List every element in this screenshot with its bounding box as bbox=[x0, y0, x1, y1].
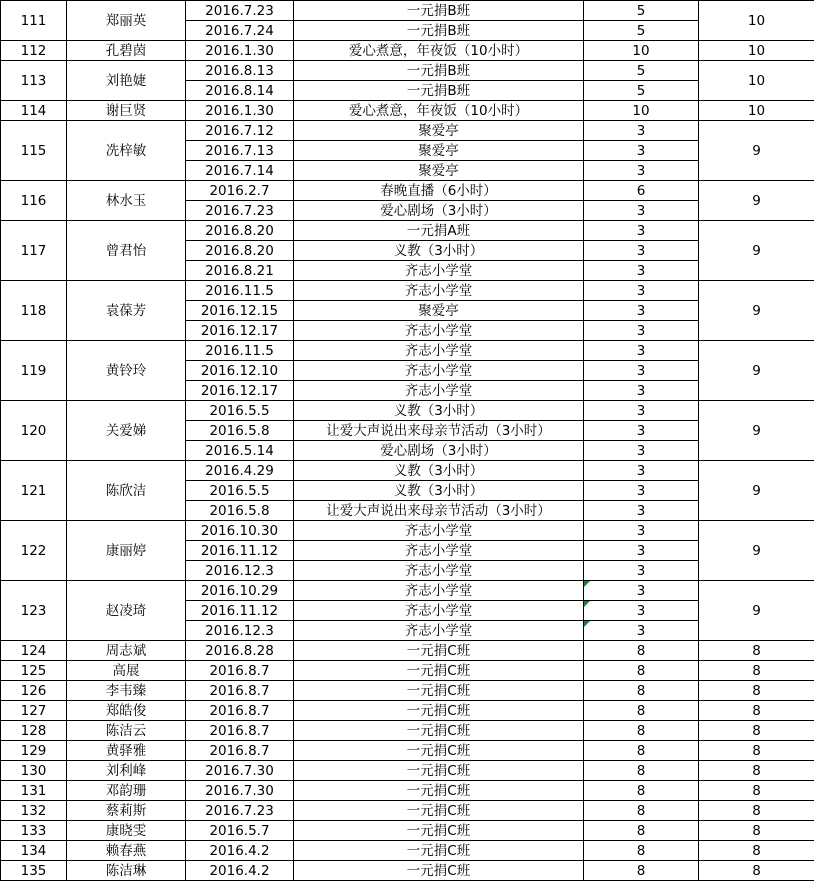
activity-hours-cell[interactable]: 3 bbox=[584, 441, 699, 461]
activity-hours-cell[interactable]: 8 bbox=[584, 761, 699, 781]
activity-date-cell[interactable]: 2016.8.14 bbox=[186, 81, 294, 101]
table-body bbox=[1, 1, 814, 881]
activity-name-cell[interactable]: 聚爱亭 bbox=[294, 141, 584, 161]
activity-date-cell[interactable]: 2016.4.2 bbox=[186, 861, 294, 881]
activity-date-cell[interactable]: 2016.7.23 bbox=[186, 1, 294, 21]
record-number-cell[interactable]: 127 bbox=[1, 701, 67, 721]
table-row bbox=[1, 61, 814, 81]
total-hours-cell[interactable]: 8 bbox=[699, 821, 814, 841]
volunteer-name-cell[interactable]: 曾君怡 bbox=[67, 221, 186, 281]
activity-hours-cell[interactable]: 3 bbox=[584, 541, 699, 561]
activity-hours-cell[interactable]: 3 bbox=[584, 161, 699, 181]
total-hours-cell[interactable]: 8 bbox=[699, 641, 814, 661]
activity-name-cell[interactable]: 一元捐C班 bbox=[294, 701, 584, 721]
activity-hours-cell[interactable]: 3 bbox=[584, 581, 699, 601]
record-number-cell[interactable]: 125 bbox=[1, 661, 67, 681]
table-row bbox=[1, 821, 814, 841]
activity-name-cell[interactable]: 齐志小学堂 bbox=[294, 521, 584, 541]
activity-hours-cell[interactable]: 5 bbox=[584, 1, 699, 21]
total-hours-cell[interactable]: 9 bbox=[699, 401, 814, 461]
activity-name-cell[interactable]: 一元捐C班 bbox=[294, 681, 584, 701]
activity-date-cell[interactable]: 2016.8.7 bbox=[186, 661, 294, 681]
activity-hours-cell[interactable]: 3 bbox=[584, 241, 699, 261]
activity-name-cell[interactable]: 让爱大声说出来母亲节活动（3小时） bbox=[294, 421, 584, 441]
activity-date-cell[interactable]: 2016.7.24 bbox=[186, 21, 294, 41]
record-number-cell[interactable]: 133 bbox=[1, 821, 67, 841]
activity-date-cell[interactable]: 2016.12.3 bbox=[186, 561, 294, 581]
record-number-cell[interactable]: 117 bbox=[1, 221, 67, 281]
activity-date-cell[interactable]: 2016.8.20 bbox=[186, 221, 294, 241]
activity-date-cell[interactable]: 2016.12.17 bbox=[186, 321, 294, 341]
total-hours-cell[interactable]: 8 bbox=[699, 701, 814, 721]
activity-hours-cell[interactable]: 8 bbox=[584, 701, 699, 721]
activity-hours-cell[interactable]: 3 bbox=[584, 561, 699, 581]
activity-hours-cell[interactable]: 3 bbox=[584, 341, 699, 361]
volunteer-name-cell[interactable]: 黄驿雅 bbox=[67, 741, 186, 761]
activity-date-cell[interactable]: 2016.8.21 bbox=[186, 261, 294, 281]
activity-name-cell[interactable]: 春晚直播（6小时） bbox=[294, 181, 584, 201]
activity-date-cell[interactable]: 2016.7.30 bbox=[186, 781, 294, 801]
record-number-cell[interactable]: 126 bbox=[1, 681, 67, 701]
table-row bbox=[1, 41, 814, 61]
activity-hours-cell[interactable]: 3 bbox=[584, 421, 699, 441]
activity-name-cell[interactable]: 一元捐C班 bbox=[294, 821, 584, 841]
activity-date-cell[interactable]: 2016.5.14 bbox=[186, 441, 294, 461]
volunteer-name-cell[interactable]: 康丽婷 bbox=[67, 521, 186, 581]
activity-date-cell[interactable]: 2016.12.3 bbox=[186, 621, 294, 641]
record-number-cell[interactable]: 115 bbox=[1, 121, 67, 181]
volunteer-name-cell[interactable]: 邓韵珊 bbox=[67, 781, 186, 801]
volunteer-name-cell[interactable]: 陈洁琳 bbox=[67, 861, 186, 881]
activity-hours-cell[interactable]: 8 bbox=[584, 641, 699, 661]
activity-date-cell[interactable]: 2016.8.13 bbox=[186, 61, 294, 81]
activity-hours-cell[interactable]: 3 bbox=[584, 621, 699, 641]
activity-date-cell[interactable]: 2016.1.30 bbox=[186, 41, 294, 61]
total-hours-cell[interactable]: 10 bbox=[699, 1, 814, 41]
record-number-cell[interactable]: 112 bbox=[1, 41, 67, 61]
activity-hours-cell[interactable]: 3 bbox=[584, 461, 699, 481]
activity-name-cell[interactable]: 聚爱亭 bbox=[294, 161, 584, 181]
activity-name-cell[interactable]: 一元捐C班 bbox=[294, 661, 584, 681]
total-hours-cell[interactable]: 10 bbox=[699, 101, 814, 121]
volunteer-name-cell[interactable]: 刘艳婕 bbox=[67, 61, 186, 101]
record-number-cell[interactable]: 135 bbox=[1, 861, 67, 881]
activity-name-cell[interactable]: 义教（3小时） bbox=[294, 461, 584, 481]
activity-name-cell[interactable]: 一元捐B班 bbox=[294, 21, 584, 41]
activity-hours-cell[interactable]: 8 bbox=[584, 821, 699, 841]
activity-hours-cell[interactable]: 5 bbox=[584, 21, 699, 41]
activity-date-cell[interactable]: 2016.7.30 bbox=[186, 761, 294, 781]
activity-name-cell[interactable]: 齐志小学堂 bbox=[294, 321, 584, 341]
record-number-cell[interactable]: 111 bbox=[1, 1, 67, 41]
activity-date-cell[interactable]: 2016.5.5 bbox=[186, 401, 294, 421]
volunteer-name-cell[interactable]: 郑皓俊 bbox=[67, 701, 186, 721]
activity-name-cell[interactable]: 聚爱亭 bbox=[294, 301, 584, 321]
activity-date-cell[interactable]: 2016.8.7 bbox=[186, 681, 294, 701]
total-hours-cell[interactable]: 8 bbox=[699, 801, 814, 821]
activity-name-cell[interactable]: 齐志小学堂 bbox=[294, 581, 584, 601]
table-row bbox=[1, 581, 814, 601]
table-row bbox=[1, 281, 814, 301]
total-hours-cell[interactable]: 8 bbox=[699, 741, 814, 761]
activity-name-cell[interactable]: 齐志小学堂 bbox=[294, 281, 584, 301]
volunteer-name-cell[interactable]: 谢巨贤 bbox=[67, 101, 186, 121]
activity-hours-cell[interactable]: 6 bbox=[584, 181, 699, 201]
activity-name-cell[interactable]: 义教（3小时） bbox=[294, 241, 584, 261]
activity-hours-cell[interactable]: 8 bbox=[584, 841, 699, 861]
activity-hours-cell[interactable]: 3 bbox=[584, 261, 699, 281]
total-hours-cell[interactable]: 8 bbox=[699, 721, 814, 741]
volunteer-name-cell[interactable]: 周志斌 bbox=[67, 641, 186, 661]
total-hours-cell[interactable]: 9 bbox=[699, 121, 814, 181]
table-row bbox=[1, 841, 814, 861]
activity-name-cell[interactable]: 一元捐C班 bbox=[294, 801, 584, 821]
record-number-cell[interactable]: 118 bbox=[1, 281, 67, 341]
volunteer-name-cell[interactable]: 康晓雯 bbox=[67, 821, 186, 841]
activity-date-cell[interactable]: 2016.10.29 bbox=[186, 581, 294, 601]
activity-hours-cell[interactable]: 3 bbox=[584, 521, 699, 541]
activity-hours-cell[interactable]: 3 bbox=[584, 481, 699, 501]
total-hours-cell[interactable]: 8 bbox=[699, 781, 814, 801]
record-number-cell[interactable]: 132 bbox=[1, 801, 67, 821]
activity-name-cell[interactable]: 义教（3小时） bbox=[294, 401, 584, 421]
table-row bbox=[1, 701, 814, 721]
volunteer-name-cell[interactable]: 刘利峰 bbox=[67, 761, 186, 781]
table-row bbox=[1, 861, 814, 881]
record-number-cell[interactable]: 116 bbox=[1, 181, 67, 221]
activity-name-cell[interactable]: 一元捐C班 bbox=[294, 761, 584, 781]
activity-hours-cell[interactable]: 8 bbox=[584, 861, 699, 881]
table-row bbox=[1, 101, 814, 121]
activity-date-cell[interactable]: 2016.5.5 bbox=[186, 481, 294, 501]
activity-name-cell[interactable]: 爱心煮意，年夜饭（10小时） bbox=[294, 101, 584, 121]
volunteer-name-cell[interactable]: 李韦臻 bbox=[67, 681, 186, 701]
activity-date-cell[interactable]: 2016.11.5 bbox=[186, 341, 294, 361]
activity-date-cell[interactable]: 2016.5.8 bbox=[186, 501, 294, 521]
activity-date-cell[interactable]: 2016.7.14 bbox=[186, 161, 294, 181]
total-hours-cell[interactable]: 9 bbox=[699, 581, 814, 641]
activity-name-cell[interactable]: 义教（3小时） bbox=[294, 481, 584, 501]
total-hours-cell[interactable]: 8 bbox=[699, 841, 814, 861]
activity-hours-cell[interactable]: 3 bbox=[584, 121, 699, 141]
activity-name-cell[interactable]: 齐志小学堂 bbox=[294, 621, 584, 641]
activity-hours-cell[interactable]: 3 bbox=[584, 601, 699, 621]
activity-date-cell[interactable]: 2016.5.8 bbox=[186, 421, 294, 441]
record-number-cell[interactable]: 134 bbox=[1, 841, 67, 861]
table-row bbox=[1, 221, 814, 241]
activity-name-cell[interactable]: 一元捐C班 bbox=[294, 841, 584, 861]
total-hours-cell[interactable]: 8 bbox=[699, 681, 814, 701]
record-number-cell[interactable]: 128 bbox=[1, 721, 67, 741]
table-row bbox=[1, 681, 814, 701]
activity-name-cell[interactable]: 让爱大声说出来母亲节活动（3小时） bbox=[294, 501, 584, 521]
total-hours-cell[interactable]: 9 bbox=[699, 341, 814, 401]
activity-date-cell[interactable]: 2016.8.7 bbox=[186, 741, 294, 761]
volunteer-name-cell[interactable]: 高展 bbox=[67, 661, 186, 681]
activity-name-cell[interactable]: 一元捐B班 bbox=[294, 81, 584, 101]
activity-hours-cell[interactable]: 10 bbox=[584, 41, 699, 61]
volunteer-name-cell[interactable]: 郑丽英 bbox=[67, 1, 186, 41]
activity-hours-cell[interactable]: 8 bbox=[584, 681, 699, 701]
record-number-cell[interactable]: 121 bbox=[1, 461, 67, 521]
total-hours-cell[interactable]: 8 bbox=[699, 761, 814, 781]
activity-date-cell[interactable]: 2016.12.15 bbox=[186, 301, 294, 321]
activity-name-cell[interactable]: 爱心煮意，年夜饭（10小时） bbox=[294, 41, 584, 61]
total-hours-cell[interactable]: 8 bbox=[699, 861, 814, 881]
total-hours-cell[interactable]: 9 bbox=[699, 181, 814, 221]
activity-hours-cell[interactable]: 3 bbox=[584, 361, 699, 381]
activity-hours-cell[interactable]: 10 bbox=[584, 101, 699, 121]
table-row bbox=[1, 661, 814, 681]
activity-hours-cell[interactable]: 3 bbox=[584, 201, 699, 221]
activity-hours-cell[interactable]: 3 bbox=[584, 501, 699, 521]
table-row bbox=[1, 181, 814, 201]
activity-hours-cell[interactable]: 5 bbox=[584, 61, 699, 81]
activity-name-cell[interactable]: 一元捐C班 bbox=[294, 861, 584, 881]
activity-date-cell[interactable]: 2016.10.30 bbox=[186, 521, 294, 541]
activity-name-cell[interactable]: 齐志小学堂 bbox=[294, 361, 584, 381]
activity-name-cell[interactable]: 齐志小学堂 bbox=[294, 561, 584, 581]
activity-date-cell[interactable]: 2016.8.20 bbox=[186, 241, 294, 261]
total-hours-cell[interactable]: 9 bbox=[699, 461, 814, 521]
table-row bbox=[1, 741, 814, 761]
activity-name-cell[interactable]: 一元捐B班 bbox=[294, 61, 584, 81]
table-row bbox=[1, 721, 814, 741]
activity-date-cell[interactable]: 2016.2.7 bbox=[186, 181, 294, 201]
activity-name-cell[interactable]: 一元捐A班 bbox=[294, 221, 584, 241]
activity-name-cell[interactable]: 齐志小学堂 bbox=[294, 261, 584, 281]
activity-name-cell[interactable]: 一元捐B班 bbox=[294, 1, 584, 21]
record-number-cell[interactable]: 124 bbox=[1, 641, 67, 661]
total-hours-cell[interactable]: 10 bbox=[699, 41, 814, 61]
activity-hours-cell[interactable]: 8 bbox=[584, 661, 699, 681]
volunteer-name-cell[interactable]: 黄铃玲 bbox=[67, 341, 186, 401]
activity-name-cell[interactable]: 聚爱亭 bbox=[294, 121, 584, 141]
activity-date-cell[interactable]: 2016.12.17 bbox=[186, 381, 294, 401]
activity-name-cell[interactable]: 齐志小学堂 bbox=[294, 601, 584, 621]
volunteer-name-cell[interactable]: 关爱娣 bbox=[67, 401, 186, 461]
activity-date-cell[interactable]: 2016.11.12 bbox=[186, 541, 294, 561]
activity-date-cell[interactable]: 2016.11.5 bbox=[186, 281, 294, 301]
activity-name-cell[interactable]: 一元捐C班 bbox=[294, 641, 584, 661]
table-row bbox=[1, 121, 814, 141]
total-hours-cell[interactable]: 9 bbox=[699, 281, 814, 341]
table-row bbox=[1, 461, 814, 481]
activity-date-cell[interactable]: 2016.11.12 bbox=[186, 601, 294, 621]
activity-hours-cell[interactable]: 8 bbox=[584, 801, 699, 821]
activity-name-cell[interactable]: 爱心剧场（3小时） bbox=[294, 441, 584, 461]
total-hours-cell[interactable]: 9 bbox=[699, 221, 814, 281]
volunteer-name-cell[interactable]: 袁葆芳 bbox=[67, 281, 186, 341]
activity-date-cell[interactable]: 2016.7.23 bbox=[186, 201, 294, 221]
record-number-cell[interactable]: 114 bbox=[1, 101, 67, 121]
volunteer-name-cell[interactable]: 赖春燕 bbox=[67, 841, 186, 861]
activity-hours-cell[interactable]: 3 bbox=[584, 221, 699, 241]
activity-name-cell[interactable]: 一元捐C班 bbox=[294, 721, 584, 741]
activity-hours-cell[interactable]: 5 bbox=[584, 81, 699, 101]
record-number-cell[interactable]: 122 bbox=[1, 521, 67, 581]
total-hours-cell[interactable]: 8 bbox=[699, 661, 814, 681]
activity-date-cell[interactable]: 2016.12.10 bbox=[186, 361, 294, 381]
activity-date-cell[interactable]: 2016.8.7 bbox=[186, 701, 294, 721]
volunteer-name-cell[interactable]: 蔡莉斯 bbox=[67, 801, 186, 821]
table-row bbox=[1, 781, 814, 801]
activity-name-cell[interactable]: 一元捐C班 bbox=[294, 781, 584, 801]
activity-date-cell[interactable]: 2016.4.29 bbox=[186, 461, 294, 481]
activity-hours-cell[interactable]: 3 bbox=[584, 401, 699, 421]
record-number-cell[interactable]: 130 bbox=[1, 761, 67, 781]
activity-hours-cell[interactable]: 8 bbox=[584, 781, 699, 801]
activity-hours-cell[interactable]: 3 bbox=[584, 301, 699, 321]
activity-hours-cell[interactable]: 3 bbox=[584, 281, 699, 301]
table-row bbox=[1, 761, 814, 781]
activity-name-cell[interactable]: 齐志小学堂 bbox=[294, 381, 584, 401]
activity-date-cell[interactable]: 2016.7.23 bbox=[186, 801, 294, 821]
activity-date-cell[interactable]: 2016.4.2 bbox=[186, 841, 294, 861]
table-row bbox=[1, 801, 814, 821]
activity-name-cell[interactable]: 爱心剧场（3小时） bbox=[294, 201, 584, 221]
activity-name-cell[interactable]: 一元捐C班 bbox=[294, 741, 584, 761]
table-row bbox=[1, 521, 814, 541]
activity-hours-cell[interactable]: 8 bbox=[584, 741, 699, 761]
activity-name-cell[interactable]: 齐志小学堂 bbox=[294, 541, 584, 561]
table-row bbox=[1, 401, 814, 421]
record-number-cell[interactable]: 120 bbox=[1, 401, 67, 461]
activity-date-cell[interactable]: 2016.8.28 bbox=[186, 641, 294, 661]
activity-hours-cell[interactable]: 3 bbox=[584, 141, 699, 161]
record-number-cell[interactable]: 119 bbox=[1, 341, 67, 401]
activity-date-cell[interactable]: 2016.8.7 bbox=[186, 721, 294, 741]
record-number-cell[interactable]: 129 bbox=[1, 741, 67, 761]
activity-date-cell[interactable]: 2016.7.13 bbox=[186, 141, 294, 161]
volunteer-name-cell[interactable]: 赵凌琦 bbox=[67, 581, 186, 641]
volunteer-name-cell[interactable]: 冼梓敏 bbox=[67, 121, 186, 181]
activity-date-cell[interactable]: 2016.5.7 bbox=[186, 821, 294, 841]
volunteer-name-cell[interactable]: 陈洁云 bbox=[67, 721, 186, 741]
table-row bbox=[1, 1, 814, 21]
volunteer-name-cell[interactable]: 孔碧茵 bbox=[67, 41, 186, 61]
activity-hours-cell[interactable]: 8 bbox=[584, 721, 699, 741]
table-row bbox=[1, 641, 814, 661]
activity-hours-cell[interactable]: 3 bbox=[584, 321, 699, 341]
volunteer-name-cell[interactable]: 林水玉 bbox=[67, 181, 186, 221]
table-row bbox=[1, 341, 814, 361]
record-number-cell[interactable]: 113 bbox=[1, 61, 67, 101]
activity-name-cell[interactable]: 齐志小学堂 bbox=[294, 341, 584, 361]
total-hours-cell[interactable]: 9 bbox=[699, 521, 814, 581]
volunteer-name-cell[interactable]: 陈欣洁 bbox=[67, 461, 186, 521]
activity-date-cell[interactable]: 2016.7.12 bbox=[186, 121, 294, 141]
activity-hours-cell[interactable]: 3 bbox=[584, 381, 699, 401]
record-number-cell[interactable]: 123 bbox=[1, 581, 67, 641]
total-hours-cell[interactable]: 10 bbox=[699, 61, 814, 101]
activity-date-cell[interactable]: 2016.1.30 bbox=[186, 101, 294, 121]
record-number-cell[interactable]: 131 bbox=[1, 781, 67, 801]
